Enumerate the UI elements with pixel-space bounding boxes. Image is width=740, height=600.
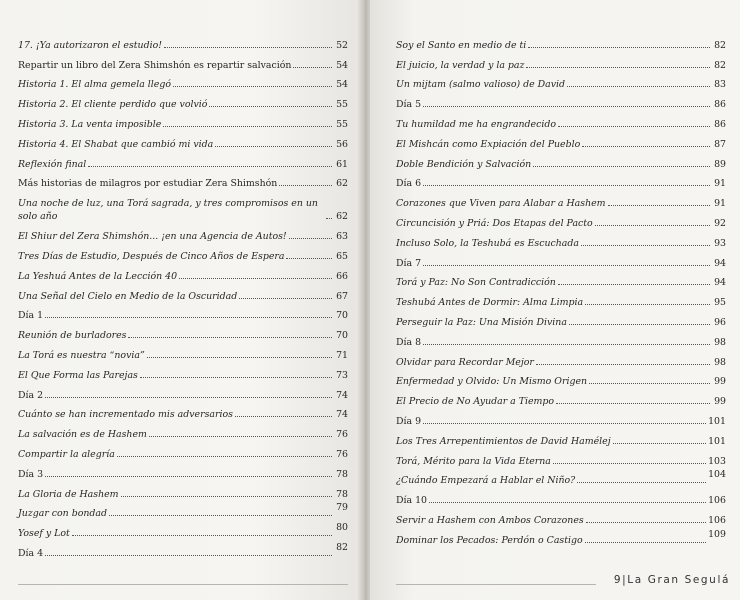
toc-entry-page-number: 70 <box>336 330 348 342</box>
dot-leader <box>173 86 332 87</box>
toc-entry-title: Yosef y Lot <box>18 528 70 540</box>
toc-entry <box>18 503 348 523</box>
toc-entry-title: Los Tres Arrepentimientos de David Hamélej <box>396 435 611 447</box>
dot-leader <box>326 218 332 219</box>
dot-leader <box>117 456 332 457</box>
dot-leader <box>163 126 332 127</box>
toc-entry <box>396 509 726 529</box>
toc-entry <box>396 470 726 490</box>
toc-entry-page-number: 66 <box>336 270 348 282</box>
toc-entry <box>18 285 348 305</box>
toc-entry-title: ¿Cuándo Empezará a Hablar el Niño? <box>396 475 576 487</box>
toc-entry <box>18 265 348 285</box>
toc-entry-title: Día 4 <box>18 547 44 559</box>
toc-entry-title: Historia 3. La venta imposible <box>18 118 162 130</box>
toc-entry-title: La salvación es de Hashem <box>18 429 147 441</box>
toc-entry-title: Una Señal del Cielo en Medio de la Oscuridad <box>18 290 238 302</box>
toc-entry-page-number: 92 <box>714 217 726 229</box>
toc-entry-page-number: 70 <box>336 310 348 322</box>
toc-entry <box>396 390 726 410</box>
toc-entry-page-number: 91 <box>714 178 726 190</box>
dot-leader <box>423 344 710 345</box>
toc-entry-title: Dominar los Pecados: Perdón o Castigo <box>396 534 583 546</box>
dot-leader <box>429 502 706 503</box>
toc-entry <box>396 450 726 470</box>
toc-entry <box>18 384 348 404</box>
toc-entry <box>396 232 726 252</box>
dot-leader <box>558 126 710 127</box>
toc-entry-page-number: 86 <box>714 118 726 130</box>
toc-entry-page-number: 106 <box>708 495 726 507</box>
toc-entry-page-number: 101 <box>708 435 726 447</box>
dot-leader <box>585 542 706 543</box>
toc-entry-title: Soy el Santo en medio de ti <box>396 39 527 51</box>
toc-entry <box>18 74 348 94</box>
toc-entry-page-number: 54 <box>336 59 348 71</box>
toc-entry-page-number: 109 <box>708 528 726 540</box>
toc-entry <box>396 252 726 272</box>
toc-entry-page-number: 52 <box>336 39 348 51</box>
toc-entry-title: Día 7 <box>396 257 422 269</box>
toc-entry-title: Enfermedad y Olvido: Un Mismo Origen <box>396 376 588 388</box>
dot-leader <box>553 463 706 464</box>
toc-entry <box>18 54 348 74</box>
toc-entry <box>18 404 348 424</box>
toc-entry-page-number: 78 <box>336 488 348 500</box>
toc-entry-title: Torá y Paz: No Son Contradicción <box>396 277 556 289</box>
toc-entry-title: Reunión de burladores <box>18 330 127 342</box>
dot-leader <box>286 258 332 259</box>
dot-leader <box>582 146 710 147</box>
dot-leader <box>109 515 332 516</box>
toc-entry-title: Repartir un libro del Zera Shimshón es repartir salvación <box>18 59 292 71</box>
toc-entry-page-number: 74 <box>336 409 348 421</box>
toc-entry-title: Compartir la alegría <box>18 448 115 460</box>
toc-entry-page-number: 89 <box>714 158 726 170</box>
toc-entry-page-number: 71 <box>336 349 348 361</box>
toc-entry <box>18 153 348 173</box>
toc-entry <box>396 529 726 549</box>
left-footer-rule <box>18 584 348 585</box>
toc-entry-title: 17. ¡Ya autorizaron el estudio! <box>18 39 162 51</box>
toc-entry-title: Tres Días de Estudio, Después de Cinco Años de Espera <box>18 250 285 262</box>
toc-entry-page-number: 98 <box>714 356 726 368</box>
dot-leader <box>526 67 710 68</box>
right-page <box>370 0 740 600</box>
toc-entry <box>396 133 726 153</box>
dot-leader <box>45 476 332 477</box>
toc-entry <box>18 133 348 153</box>
toc-entry-title: Tu humildad me ha engrandecido <box>396 118 556 130</box>
toc-entry <box>18 324 348 344</box>
toc-entry <box>396 153 726 173</box>
toc-entry-title: Cuánto se han incrementado mis adversarios <box>18 409 233 421</box>
toc-entry <box>396 430 726 450</box>
toc-entry-page-number: 80 <box>336 522 348 534</box>
toc-entry-page-number: 82 <box>714 59 726 71</box>
right-footer-rule <box>396 584 596 585</box>
toc-entry-title: Juzgar con bondad <box>18 508 107 520</box>
dot-leader <box>45 555 332 556</box>
dot-leader <box>164 47 332 48</box>
dot-leader <box>239 298 332 299</box>
toc-entry-page-number: 82 <box>714 39 726 51</box>
dot-leader <box>147 357 332 358</box>
toc-entry-page-number: 103 <box>708 455 726 467</box>
toc-entry-title: Doble Bendición y Salvación <box>396 158 532 170</box>
toc-entry <box>18 113 348 133</box>
toc-entry-page-number: 94 <box>714 257 726 269</box>
toc-entry-page-number: 96 <box>714 316 726 328</box>
dot-leader <box>586 522 706 523</box>
left-table-of-contents <box>18 34 348 562</box>
toc-entry <box>396 311 726 331</box>
toc-entry-page-number: 101 <box>708 415 726 427</box>
toc-entry-title: Día 2 <box>18 389 44 401</box>
toc-entry-title: Historia 1. El alma gemela llegó <box>18 79 171 91</box>
toc-entry-title: Día 6 <box>396 178 422 190</box>
toc-entry <box>396 331 726 351</box>
toc-entry <box>18 344 348 364</box>
toc-entry <box>396 291 726 311</box>
dot-leader <box>45 397 332 398</box>
toc-entry <box>18 173 348 193</box>
dot-leader <box>536 364 710 365</box>
dot-leader <box>589 383 710 384</box>
dot-leader <box>149 436 332 437</box>
toc-entry <box>18 245 348 265</box>
dot-leader <box>423 106 710 107</box>
toc-entry-page-number: 98 <box>714 336 726 348</box>
toc-entry-title: Torá, Mérito para la Vida Eterna <box>396 455 551 467</box>
toc-entry-title: La Gloria de Hashem <box>18 488 119 500</box>
dot-leader <box>140 377 332 378</box>
toc-entry <box>18 522 348 542</box>
toc-entry <box>396 371 726 391</box>
toc-entry <box>396 173 726 193</box>
toc-entry-title: El Shiur del Zera Shimshón... ¡en una Agencia de Autos! <box>18 231 287 243</box>
toc-entry <box>396 272 726 292</box>
toc-entry <box>18 443 348 463</box>
dot-leader <box>585 304 710 305</box>
toc-entry-title: Reflexión final <box>18 158 87 170</box>
toc-entry <box>396 192 726 212</box>
dot-leader <box>613 443 706 444</box>
dot-leader <box>128 337 332 338</box>
dot-leader <box>569 324 710 325</box>
toc-entry-title: La Torá es nuestra “novia” <box>18 349 145 361</box>
toc-entry <box>18 463 348 483</box>
toc-entry-page-number: 79 <box>336 502 348 514</box>
toc-entry-page-number: 87 <box>714 138 726 150</box>
toc-entry-title: Día 8 <box>396 336 422 348</box>
dot-leader <box>556 403 710 404</box>
toc-entry-page-number: 56 <box>336 138 348 150</box>
toc-entry-page-number: 95 <box>714 297 726 309</box>
left-page <box>0 0 362 600</box>
toc-entry-title: El juicio, la verdad y la paz <box>396 59 525 71</box>
toc-entry-page-number: 74 <box>336 389 348 401</box>
toc-entry-page-number: 54 <box>336 79 348 91</box>
dot-leader <box>423 265 710 266</box>
toc-entry-page-number: 76 <box>336 448 348 460</box>
toc-entry-title: Olvidar para Recordar Mejor <box>396 356 534 368</box>
toc-entry-page-number: 91 <box>714 198 726 210</box>
right-table-of-contents <box>396 34 726 549</box>
toc-entry-page-number: 94 <box>714 277 726 289</box>
toc-entry-page-number: 55 <box>336 99 348 111</box>
toc-entry-page-number: 67 <box>336 290 348 302</box>
toc-entry-page-number: 55 <box>336 118 348 130</box>
toc-entry-title: El Mishcán como Expiación del Pueblo <box>396 138 581 150</box>
toc-entry <box>18 93 348 113</box>
toc-entry-page-number: 62 <box>336 211 348 223</box>
toc-entry-page-number: 62 <box>336 178 348 190</box>
toc-entry-page-number: 99 <box>714 376 726 388</box>
toc-entry <box>18 34 348 54</box>
dot-leader <box>567 86 710 87</box>
dot-leader <box>293 67 332 68</box>
toc-entry <box>18 225 348 245</box>
toc-entry-title: Día 10 <box>396 495 428 507</box>
dot-leader <box>72 535 332 536</box>
toc-entry <box>396 410 726 430</box>
dot-leader <box>279 185 332 186</box>
toc-entry-page-number: 86 <box>714 99 726 111</box>
toc-entry-title: Día 1 <box>18 310 44 322</box>
toc-entry-title: El Que Forma las Parejas <box>18 369 138 381</box>
toc-entry-page-number: 82 <box>336 541 348 553</box>
dot-leader <box>608 205 710 206</box>
toc-entry-title: Teshubá Antes de Dormir: Alma Limpia <box>396 297 584 309</box>
toc-entry-title: Una noche de luz, una Torá sagrada, y tres compromisos en un solo año <box>18 198 318 223</box>
toc-entry <box>396 34 726 54</box>
toc-entry <box>18 542 348 562</box>
toc-entry-page-number: 104 <box>708 469 726 481</box>
toc-entry-title: Más historias de milagros por estudiar Zera Shimshón <box>18 178 278 190</box>
toc-entry-title: Un mijtam (salmo valioso) de David <box>396 79 566 91</box>
toc-entry-page-number: 106 <box>708 514 726 526</box>
dot-leader <box>215 146 332 147</box>
toc-entry-title: Servir a Hashem con Ambos Corazones <box>396 514 584 526</box>
toc-entry-title: Día 3 <box>18 468 44 480</box>
toc-entry-title: Perseguir la Paz: Una Misión Divina <box>396 316 567 328</box>
dot-leader <box>235 416 332 417</box>
toc-entry <box>18 192 348 225</box>
toc-entry <box>396 351 726 371</box>
toc-entry-title: Día 5 <box>396 99 422 111</box>
dot-leader <box>581 245 710 246</box>
toc-entry-title: Día 9 <box>396 415 422 427</box>
toc-entry-page-number: 65 <box>336 250 348 262</box>
toc-entry <box>396 93 726 113</box>
toc-entry-title: Incluso Solo, la Teshubá es Escuchada <box>396 237 579 249</box>
dot-leader <box>577 482 706 483</box>
toc-entry-title: Circuncisión y Priá: Dos Etapas del Pacto <box>396 217 593 229</box>
toc-entry <box>396 212 726 232</box>
toc-entry-title: Corazones que Viven para Alabar a Hashem <box>396 198 606 210</box>
dot-leader <box>423 423 706 424</box>
dot-leader <box>289 238 332 239</box>
toc-entry-title: El Precio de No Ayudar a Tiempo <box>396 396 555 408</box>
dot-leader <box>423 185 710 186</box>
toc-entry-title: La Yeshuá Antes de la Lección 40 <box>18 270 178 282</box>
toc-entry <box>18 305 348 325</box>
toc-entry <box>18 423 348 443</box>
dot-leader <box>209 106 332 107</box>
toc-entry <box>18 483 348 503</box>
dot-leader <box>88 166 332 167</box>
toc-entry-page-number: 61 <box>336 158 348 170</box>
toc-entry-page-number: 73 <box>336 369 348 381</box>
toc-entry-page-number: 83 <box>714 79 726 91</box>
toc-entry-page-number: 93 <box>714 237 726 249</box>
toc-entry <box>396 113 726 133</box>
dot-leader <box>533 166 710 167</box>
toc-entry <box>396 489 726 509</box>
toc-entry <box>18 364 348 384</box>
page-footer: 9|La Gran Segulá <box>613 574 730 586</box>
toc-entry-page-number: 76 <box>336 429 348 441</box>
toc-entry <box>396 74 726 94</box>
toc-entry-page-number: 78 <box>336 468 348 480</box>
dot-leader <box>45 317 332 318</box>
toc-entry-page-number: 99 <box>714 396 726 408</box>
toc-entry-title: Historia 4. El Shabat que cambió mi vida <box>18 138 214 150</box>
dot-leader <box>595 225 710 226</box>
dot-leader <box>558 284 710 285</box>
dot-leader <box>121 496 332 497</box>
toc-entry <box>396 54 726 74</box>
dot-leader <box>528 47 710 48</box>
toc-entry-page-number: 63 <box>336 231 348 243</box>
toc-entry-title: Historia 2. El cliente perdido que volvió <box>18 99 208 111</box>
dot-leader <box>179 278 332 279</box>
